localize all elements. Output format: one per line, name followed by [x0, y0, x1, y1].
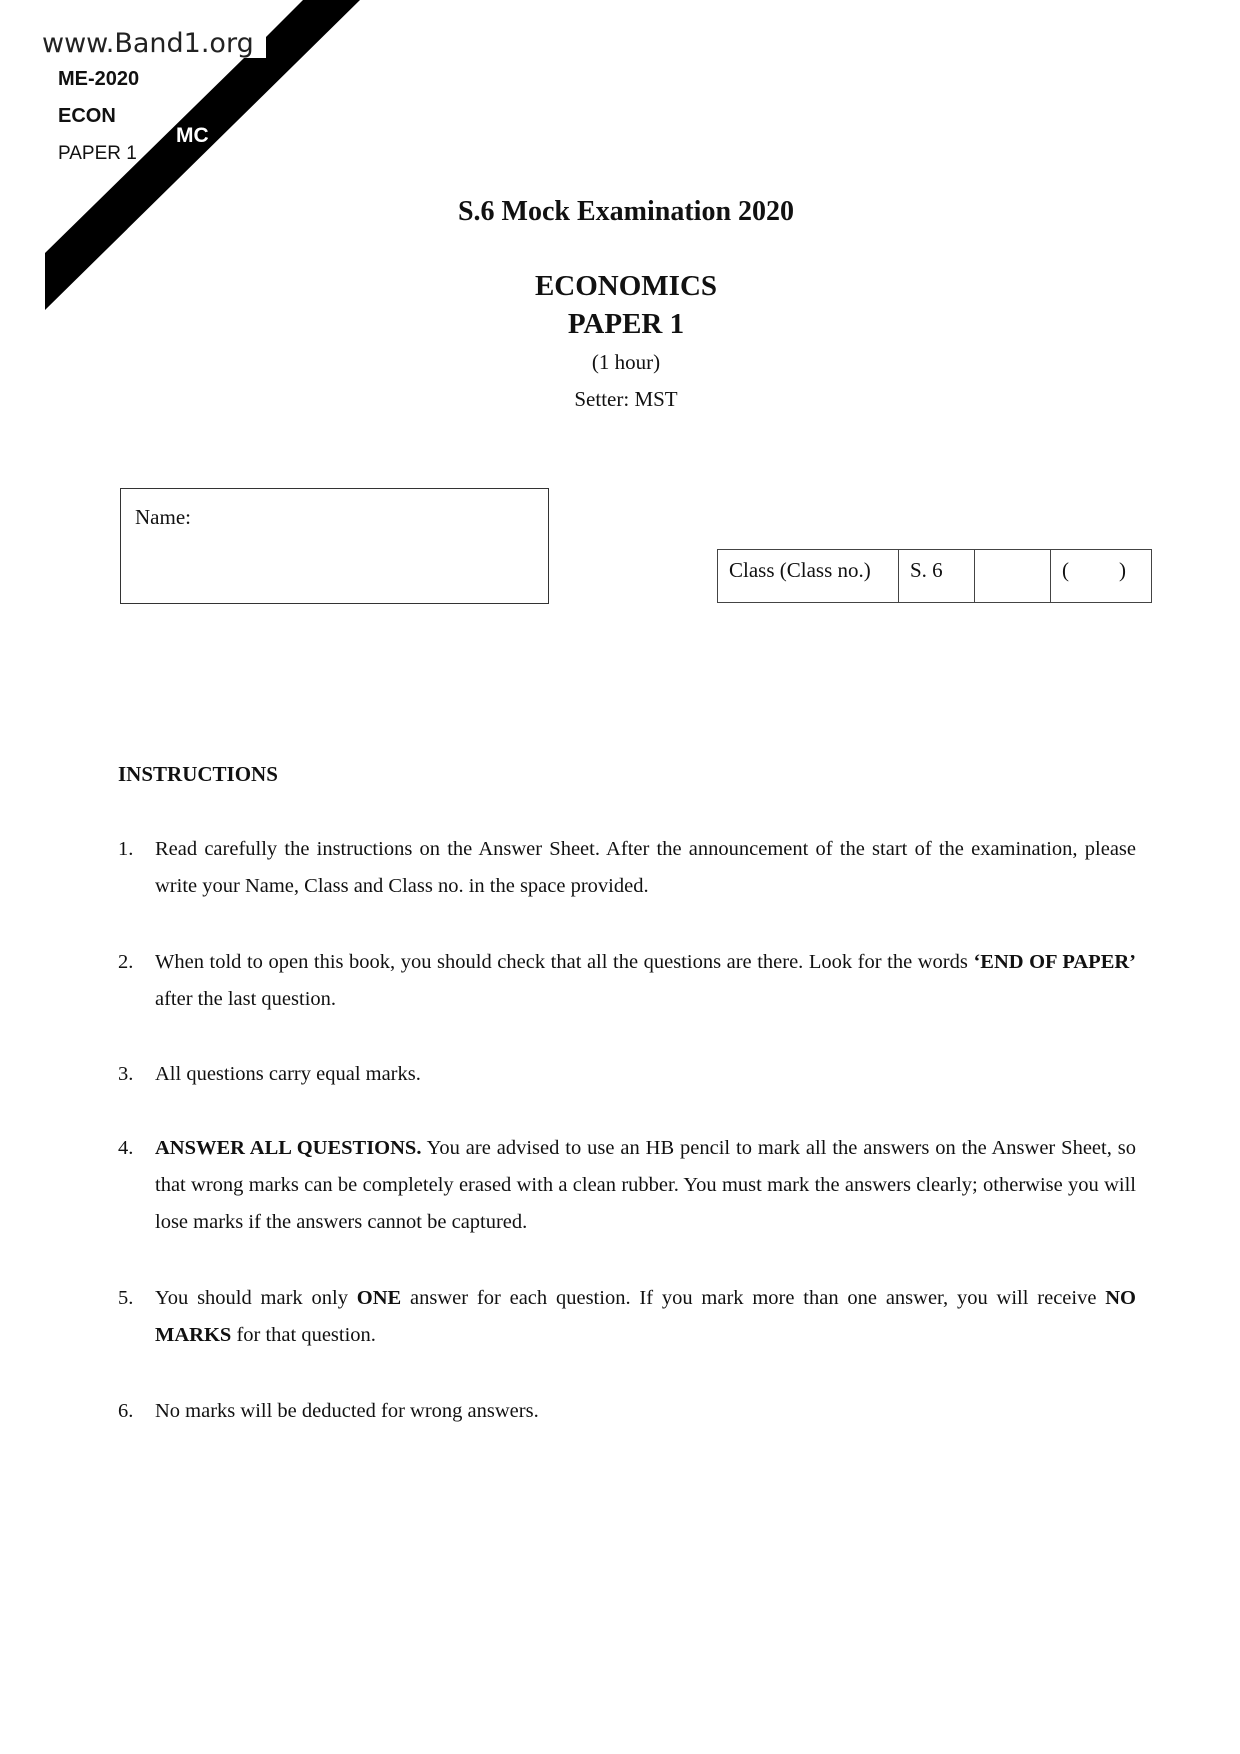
text: When told to open this book, you should check that all the questions are there. Look for the words [155, 951, 974, 973]
text: for that question. [231, 1324, 376, 1346]
class-prefix: S. 6 [899, 550, 975, 603]
name-label: Name: [135, 505, 191, 529]
text: Read carefully the instructions on the Answer Sheet. After the announcement of the start of the examination, please write your Name, Class and Class no. in the space provided. [155, 838, 1136, 897]
instruction-text [155, 1393, 1136, 1430]
instruction-item [118, 1393, 1136, 1430]
name-field[interactable] [120, 488, 549, 604]
close-paren: ) [1119, 558, 1126, 582]
exam-code: ME-2020 [58, 68, 140, 90]
instruction-number: 2. [118, 951, 134, 973]
subject-title: ECONOMICS [534, 270, 718, 302]
instruction-text [155, 1280, 1136, 1354]
instruction-text [155, 831, 1136, 905]
setter: Setter: MST [574, 387, 678, 411]
instruction-number: 1. [118, 838, 134, 860]
exam-title: S.6 Mock Examination 2020 [457, 196, 795, 227]
text: You should mark only [155, 1287, 357, 1309]
instructions-heading: INSTRUCTIONS [118, 762, 278, 786]
instruction-text [155, 1130, 1136, 1241]
instruction-text [155, 1056, 1136, 1093]
text: No marks will be deducted for wrong answers. [155, 1400, 539, 1422]
instruction-number: 3. [118, 1063, 134, 1085]
bold-text: ‘END OF PAPER’ [973, 951, 1137, 973]
instruction-number: 4. [118, 1137, 134, 1159]
text: after the last question. [155, 988, 337, 1010]
class-table [717, 549, 1152, 603]
instruction-text [155, 944, 1136, 1018]
instruction-number: 6. [118, 1400, 134, 1422]
text: All questions carry equal marks. [155, 1063, 421, 1085]
text: answer for each question. If you mark more than one answer, you will receive [401, 1287, 1106, 1309]
instruction-item [118, 1280, 1136, 1354]
instruction-item [118, 944, 1136, 1018]
paper-code: PAPER 1 [58, 143, 137, 164]
instruction-number: 5. [118, 1287, 134, 1309]
stripe-label: MC [176, 124, 209, 147]
bold-text: ANSWER ALL QUESTIONS. [155, 1137, 422, 1159]
paper-title: PAPER 1 [567, 308, 685, 340]
bold-text: NO MARKS [155, 1287, 1136, 1346]
subject-code: ECON [58, 105, 116, 127]
website-watermark: www.Band1.org [42, 28, 254, 59]
duration: (1 hour) [591, 350, 661, 374]
open-paren: ( [1062, 558, 1069, 582]
class-field[interactable] [975, 550, 1051, 603]
bold-text: ONE [356, 1287, 402, 1309]
class-no-field[interactable] [1051, 550, 1152, 603]
class-label: Class (Class no.) [718, 550, 899, 603]
text: You are advised to use an HB pencil to mark all the answers on the Answer Sheet, so that wrong marks can be completely erased with a clean rubber. You must mark the answers clearly; otherwise you will lose marks if the answers cannot be captured. [155, 1137, 1136, 1233]
instruction-item [118, 1130, 1136, 1241]
instruction-item [118, 1056, 1136, 1093]
instruction-item [118, 831, 1136, 905]
